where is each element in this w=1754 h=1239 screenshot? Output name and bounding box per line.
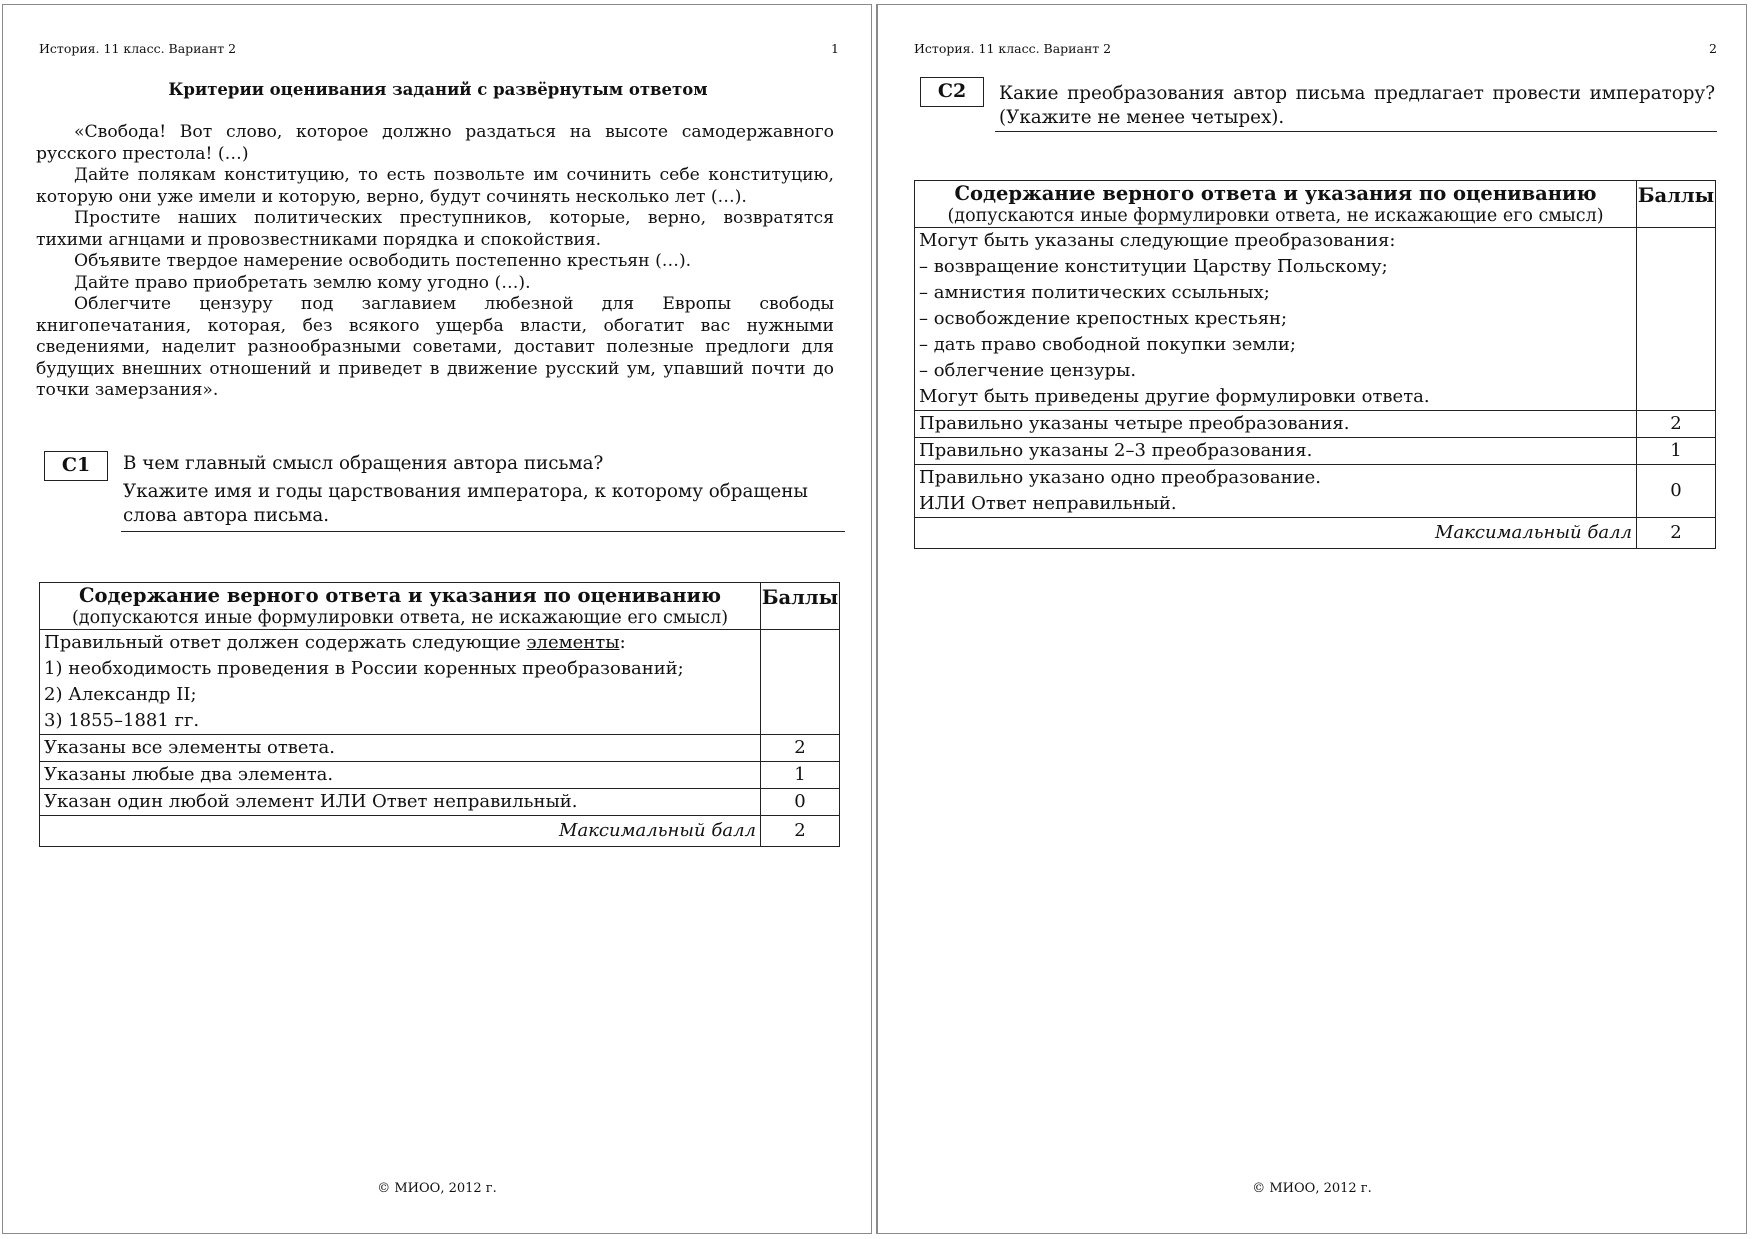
page-footer: © МИОО, 2012 г. [1252,1181,1372,1196]
page-number: 1 [831,41,839,56]
task-c1-underline [121,531,845,532]
table-header-row [915,181,1716,228]
score-cell: 2 [761,735,840,762]
empty-score-cell [1637,228,1716,411]
content-header-cell [915,181,1637,228]
score-cell: 0 [761,789,840,816]
letter-passage [36,122,834,402]
criteria-table-c2 [914,180,1716,549]
score-cell: 2 [1637,411,1716,438]
criterion-cell: Указан один любой элемент ИЛИ Ответ неправильный. [40,789,761,816]
table-row [40,789,840,816]
criterion-cell: Правильно указаны 2–3 преобразования. [915,438,1637,465]
answer-row [40,630,840,735]
task-c1-instruction: Укажите имя и годы царствования императора, к которому обращены слова автора письма. [123,481,808,526]
score-cell: 1 [761,762,840,789]
task-label-c2: C2 [920,77,984,107]
criterion-cell: Указаны любые два элемента. [40,762,761,789]
answer-item: – возвращение конституции Царству Польскому; [919,256,1388,277]
answer-item: – облегчение цензуры. [919,360,1137,381]
answer-cell [40,630,761,735]
max-score-row [40,816,840,847]
answer-item: – амнистия политических ссыльных; [919,282,1270,303]
criterion-line: Правильно указано одно преобразование. [919,467,1322,488]
answer-intro: Правильный ответ должен содержать следующие элементы: [44,632,626,653]
answer-item: 3) 1855–1881 гг. [44,710,200,731]
answer-item: 2) Александр II; [44,684,197,705]
passage-paragraph: Простите наших политических преступников, которые, верно, возвратятся тихими агнцами и провозвестниками порядка и спокойствия. [36,208,834,250]
criteria-table-c1 [39,582,840,847]
answer-item: Могут быть указаны следующие преобразования: [919,230,1396,251]
criterion-line: ИЛИ Ответ неправильный. [919,493,1177,514]
passage-paragraph: Дайте полякам конституцию, то есть позвольте им сочинить себе конституцию, которую они уже имели и которую, верно, будут сочинять несколько лет (…). [36,165,834,207]
max-score-value: 2 [761,816,840,847]
answer-item: – дать право свободной покупки земли; [919,334,1296,355]
max-score-value: 2 [1637,518,1716,549]
content-header-title: Содержание верного ответа и указания по оцениванию [954,182,1597,205]
table-row [40,762,840,789]
task-c1-text [123,452,843,528]
page-header: История. 11 класс. Вариант 2 [39,41,237,56]
page-1 [2,4,872,1234]
passage-paragraph: «Свобода! Вот слово, которое должно раздаться на высоте самодержавного русского престола! (…) [36,122,834,164]
answer-item: Могут быть приведены другие формулировки ответа. [919,386,1430,407]
task-c2-text: Какие преобразования автор письма предлагает провести императору? (Укажите не менее четырех). [999,83,1715,128]
answer-item: 1) необходимость проведения в России коренных преобразований; [44,658,684,679]
table-row [40,735,840,762]
page-header: История. 11 класс. Вариант 2 [914,41,1112,56]
answer-row [915,228,1716,411]
passage-paragraph: Объявите твердое намерение освободить постепенно крестьян (…). [74,251,692,271]
score-header-cell: Баллы [761,583,840,630]
task-label-c1: C1 [44,451,108,481]
answer-item: – освобождение крепостных крестьян; [919,308,1288,329]
empty-score-cell [761,630,840,735]
score-cell: 1 [1637,438,1716,465]
max-score-label: Максимальный балл [915,518,1637,549]
criterion-cell [915,465,1637,518]
max-score-row [915,518,1716,549]
page-2 [877,4,1747,1234]
task-c1-question: В чем главный смысл обращения автора письма? [123,453,604,474]
table-row [915,465,1716,518]
passage-paragraph: Дайте право приобретать землю кому угодно (…). [74,272,531,293]
criterion-cell: Правильно указаны четыре преобразования. [915,411,1637,438]
page-number: 2 [1709,41,1717,56]
table-header-row [40,583,840,630]
task-c2-underline [995,131,1717,132]
page-footer: © МИОО, 2012 г. [377,1181,497,1196]
content-header-note: (допускаются иные формулировки ответа, не искажающие его смысл) [947,206,1604,226]
page-title: Критерии оценивания заданий с развёрнутым ответом [168,80,708,99]
content-header-cell [40,583,761,630]
criterion-cell: Указаны все элементы ответа. [40,735,761,762]
passage-paragraph: Облегчите цензуру под заглавием любезной для Европы свободы книгопечатания, которая, без всякого ущерба власти, обогатит вас нужными сведениями, наделит разнообразными советами, доставит полезные предлоги для будущих внешних отношений и приведет в движение русский ум, упавший почти до точки замерзания». [36,294,834,400]
score-header-cell: Баллы [1637,181,1716,228]
content-header-title: Содержание верного ответа и указания по оцениванию [79,584,721,607]
answer-cell [915,228,1637,411]
table-row [915,438,1716,465]
max-score-label: Максимальный балл [40,816,761,847]
content-header-note: (допускаются иные формулировки ответа, не искажающие его смысл) [71,608,729,628]
score-cell: 0 [1637,465,1716,518]
table-row [915,411,1716,438]
